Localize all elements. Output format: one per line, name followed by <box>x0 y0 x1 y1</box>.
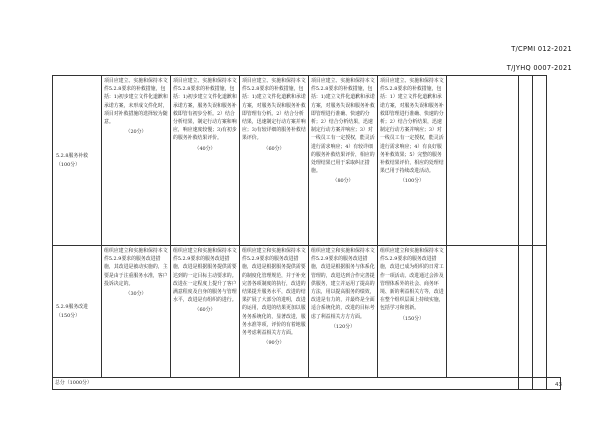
row-label-service-remedy: 5.2.8服务补救 （100分） <box>53 76 102 246</box>
level-score: （20分） <box>125 129 147 136</box>
scoring-table <box>52 75 561 390</box>
empty-cell <box>519 246 533 378</box>
level-score: （30分） <box>125 291 147 298</box>
empty-cell <box>519 76 533 246</box>
page-number: 43 <box>555 382 562 388</box>
total-row <box>53 378 561 390</box>
level-cell: 项目应建立、实施和保持本文件5.2.8要求的补救措施，包括：1)建立文件化道歉和承诺方案，对服务失误和服务补救即管理有分析。2）结合分析结果，迅速制定行动方案并响应；3)有较详细的服务补救结果评价。 （60分） <box>240 76 309 246</box>
level-score: （80分） <box>332 178 354 185</box>
level-score: （90分） <box>263 340 285 347</box>
level-cell: 项目应建立、实施和保持本文件5.2.8要求的补救措施，包括：1)建立文件化道歉和承诺方案，对服务失误和服务补救即管理进行准确、快速的分析；2）结合分析结果，迅速制定行动方案并响应；3）对一线员工有一定授权，能灵活进行需求响应；4）有较详细的服务补救结果评价，相应的处理结果已用于采取纠正措施。 （80分） <box>309 76 378 246</box>
level-cell: 项目应建立、实施和保持本文件5.2.8要求的补救措施，包括：1）建立文件化道歉和承诺方案，对服务失误和服务补救即管理进行准确、快速的分析；2）结合分析结果，迅速制定行动方案并响应；3）对一线员工有一定授权，能灵活进行需求响应；4）有良好服务补救效果；5）完整的服务补救结果评价，相应的处理结果已用于持续改进活动。 （100分） <box>378 76 447 246</box>
standard-code-primary: T/CPMI 012-2021 <box>511 45 572 53</box>
total-score-label: 总分（1000分） <box>53 378 519 390</box>
empty-cell <box>447 76 519 246</box>
level-cell: 组织应建立和实施和保持本文件5.2.9要求的服务改进措施，改进是根据服务提供需要达到的一定目标主动要求的。改进在一定程度上提升了客户满意程度及自身的服务与管理水平，改进是有组织的进行。 （60分） <box>171 246 240 378</box>
table-row <box>53 246 561 378</box>
level-score: （100分） <box>399 178 424 185</box>
level-cell: 组织应建立和实施和保持本文件5.2.9要求的服务改进措施，改进是根据服务与体系化管理的，改进达到合作完善提供服务，建立并运用了提高的方法，用以提高服务的绩效，改进是有力的，并最终是全面适合系统化的，改进的目标考虑了利益相关方方方面。 （120分） <box>309 246 378 378</box>
level-score: （150分） <box>399 315 424 322</box>
standard-code-secondary: T/JYHQ 0007-2021 <box>506 64 572 72</box>
table-row <box>53 76 561 246</box>
empty-cell <box>533 76 547 246</box>
empty-cell <box>533 246 547 378</box>
level-score: （60分） <box>194 307 216 314</box>
level-cell: 组织应建立和实施和保持本文件5.2.9要求的服务改进措施，改进是根据服务提供需要的制度化管理规范，并于补充完善各项制度的执行，改进的结果提升服务水平，改进的结果扩展了大部分的进明，改进的运用，改进的结果更加以服务务系统化的，显著改进，服务水准等项，评价的有着地服务考虑利益相关方方面。 （90分） <box>240 246 309 378</box>
level-score: （120分） <box>330 323 355 330</box>
empty-cell <box>519 378 533 390</box>
level-cell: 组织应建立和实施和保持本文件5.2.9要求的服务改进措施，改进已成为组织的日常工作一项活动。改进通过会涉及管理体系外的社会、商务环境、新的利益相关方等，改进在整个组织层面上持续实施，包括学习和创新。 （150分） <box>378 246 447 378</box>
level-cell: 项目应建立、实施和保持本文件5.2.8要求的补救措施，包括：1)初步建立文件化道歉和承诺方案，未形成文件化时，项目对补救措施的选择较为随意。 （20分） <box>102 76 171 246</box>
level-cell: 项目应建立、实施和保持本文件5.2.8要求的补救措施，包括：1)初步建立文件化道歉和承诺方案，服务失误和服务补救即管有初步分析。2）结合分析结果，制定行动方案和响应，响应速度较慢；3)有初步的服务补救结果评价。 （40分） <box>171 76 240 246</box>
empty-cell <box>447 246 519 378</box>
level-score: （40分） <box>194 145 216 152</box>
level-cell: 组织应建立和实施和保持本文件5.2.9要求的服务改进措施，其改进是被动实施的，主要是由于注重服务水准，客户投诉决定的。 （30分） <box>102 246 171 378</box>
level-score: （60分） <box>263 145 285 152</box>
empty-cell <box>533 378 547 390</box>
row-label-service-improvement: 5.2.9服务改进 （150分） <box>53 246 102 378</box>
